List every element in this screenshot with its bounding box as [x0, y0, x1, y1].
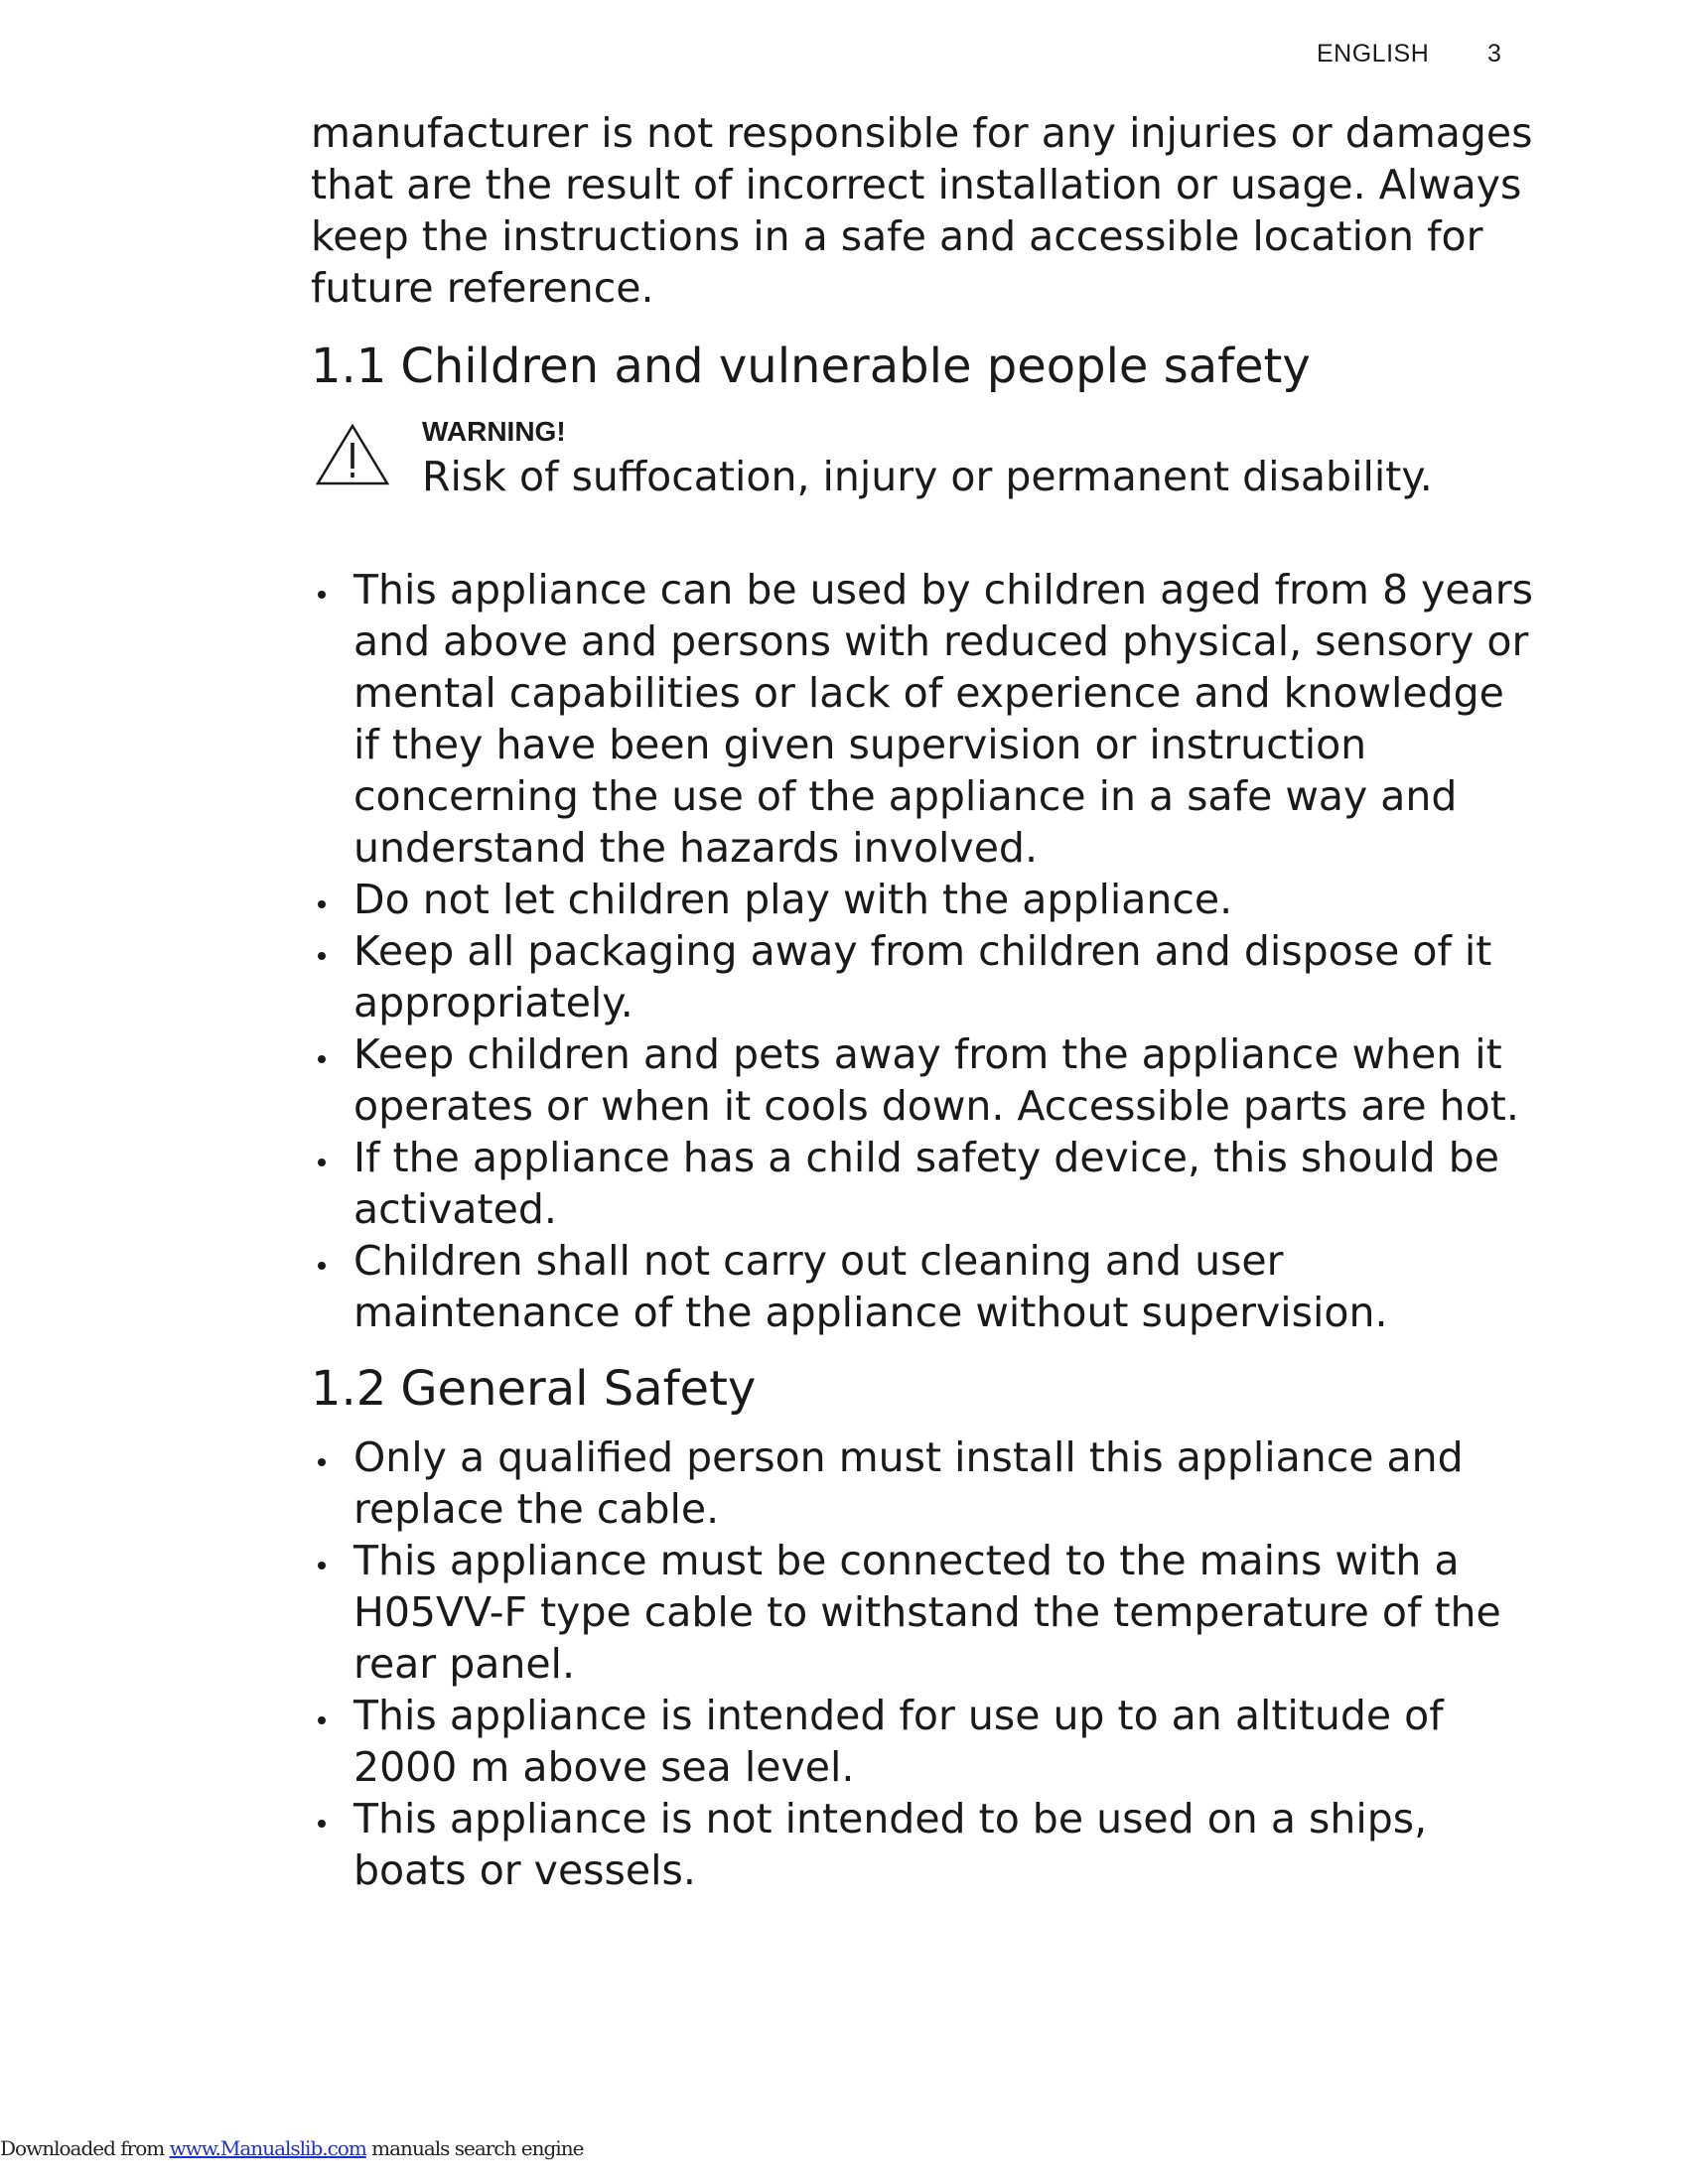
list-item: This appliance can be used by children aged from 8 years and above and persons with reduced physical, sensory or mental capabilities or lack of experience and knowledge if they have been given supervision or instruction concerning the use of the appliance in a safe way and understand the hazards involved. [311, 564, 1542, 874]
warning-box [311, 415, 1542, 544]
list-item: This appliance is not intended to be used on a ships, boats or vessels. [311, 1793, 1542, 1896]
download-footer [0, 2136, 583, 2160]
children-safety-list [311, 564, 1542, 1338]
list-item: Do not let children play with the appliance. [311, 874, 1542, 925]
section-heading-children [311, 338, 1542, 395]
list-item: Keep all packaging away from children and dispose of it appropriately. [311, 925, 1542, 1028]
general-safety-list [311, 1432, 1542, 1896]
page-content [311, 107, 1542, 1896]
section-title-text: Children and vulnerable people safety [400, 339, 1311, 394]
manualslib-link[interactable]: www.Manualslib.com [169, 2136, 366, 2160]
warning-triangle-icon [315, 423, 390, 486]
list-item: This appliance must be connected to the mains with a H05VV-F type cable to withstand the temperature of the rear panel. [311, 1535, 1542, 1690]
footer-prefix: Downloaded from [0, 2136, 170, 2160]
list-item: Children shall not carry out cleaning and user maintenance of the appliance without supervision. [311, 1235, 1542, 1338]
list-item: Only a qualified person must install this appliance and replace the cable. [311, 1432, 1542, 1535]
footer-suffix: manuals search engine [365, 2136, 584, 2160]
section-number: 1.2 [311, 1361, 387, 1417]
warning-label: WARNING! [422, 416, 566, 447]
warning-text: Risk of suffocation, injury or permanent disability. [422, 453, 1433, 500]
page-number: 3 [1487, 40, 1502, 68]
intro-paragraph: manufacturer is not responsible for any injuries or damages that are the result of incorrect installation or usage. Always keep the instructions in a safe and accessible location for future reference. [311, 109, 1533, 312]
list-item: Keep children and pets away from the appliance when it operates or when it cools down. Accessible parts are hot. [311, 1028, 1542, 1132]
language-label: ENGLISH [1317, 40, 1430, 68]
section-heading-general [311, 1360, 1542, 1418]
section-title-text: General Safety [400, 1361, 757, 1417]
section-number: 1.1 [311, 339, 387, 394]
list-item: This appliance is intended for use up to an altitude of 2000 m above sea level. [311, 1690, 1542, 1793]
list-item: If the appliance has a child safety device, this should be activated. [311, 1132, 1542, 1235]
